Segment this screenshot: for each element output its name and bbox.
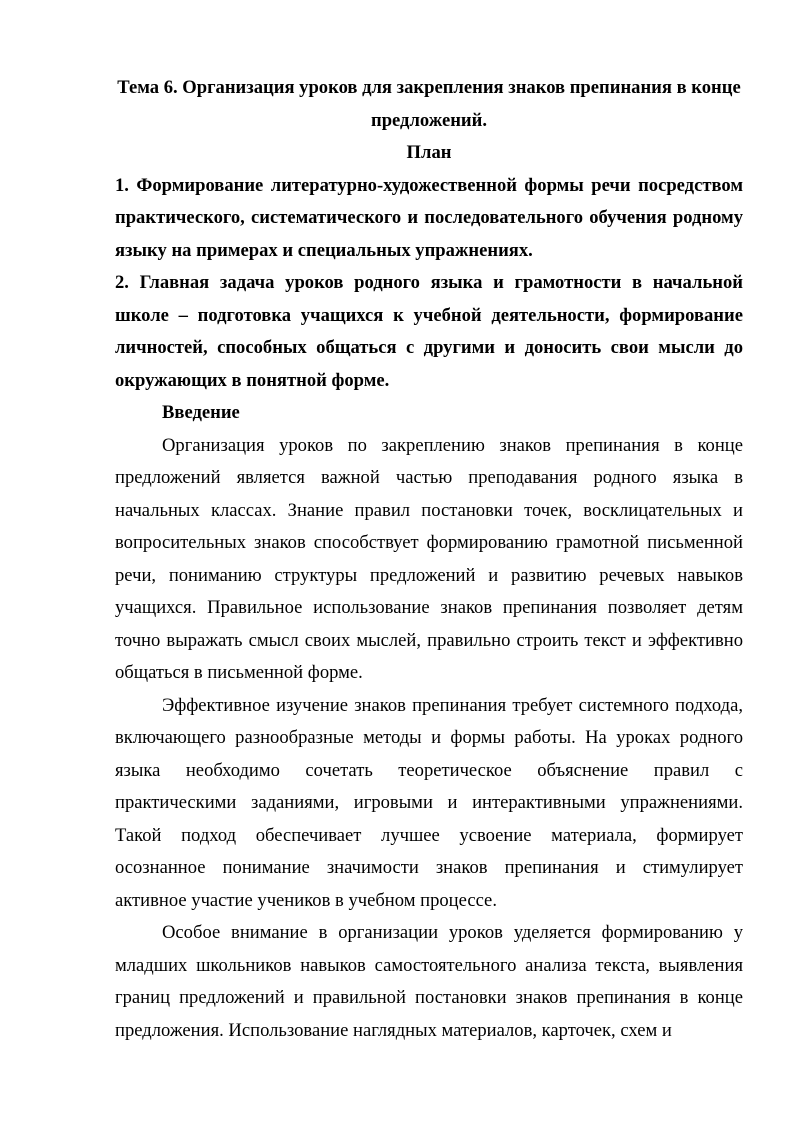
plan-item-2: 2. Главная задача уроков родного языка и грамотности в начальной школе – подготовка учащихся к учебной деятельности, формирование личностей, способных общаться с другими и доносить свои мысли до окружающих в понятной форме. [115, 272, 743, 391]
paragraph-1: Организация уроков по закреплению знаков препинания в конце предложений является важной частью преподавания родного языка в начальных классах. Знание правил постановки точек, восклицательных и вопросительных знаков способствует формированию грамотной письменной речи, пониманию структуры предложений и развитию речевых навыков учащихся. Правильное использование знаков препинания позволяет детям точно выражать смысл своих мыслей, правильно строить текст и эффективно общаться в письменной форме. [115, 434, 743, 683]
intro-heading: Введение [162, 402, 240, 423]
plan-heading: План [406, 142, 452, 163]
paragraph-3: Особое внимание в организации уроков уделяется формированию у младших школьников навыков самостоятельного анализа текста, выявления границ предложений и правильной постановки знаков препинания в конце предложения. Использование наглядных материалов, карточек, схем и [115, 922, 743, 1041]
paragraph-2: Эффективное изучение знаков препинания требует системного подхода, включающего разнообразные методы и формы работы. На уроках родного языка необходимо сочетать теоретическое объяснение правил с практическими заданиями, игровыми и интерактивными упражнениями. Такой подход обеспечивает лучшее усвоение материала, формирует осознанное понимание значимости знаков препинания и стимулирует активное участие учеников в учебном процессе. [115, 694, 743, 911]
plan-item-1: 1. Формирование литературно-художественной формы речи посредством практического, систематического и последовательного обучения родному языку на примерах и специальных упражнениях. [115, 174, 743, 261]
document-title: Тема 6. Организация уроков для закрепления знаков препинания в конце предложений. [117, 77, 741, 131]
